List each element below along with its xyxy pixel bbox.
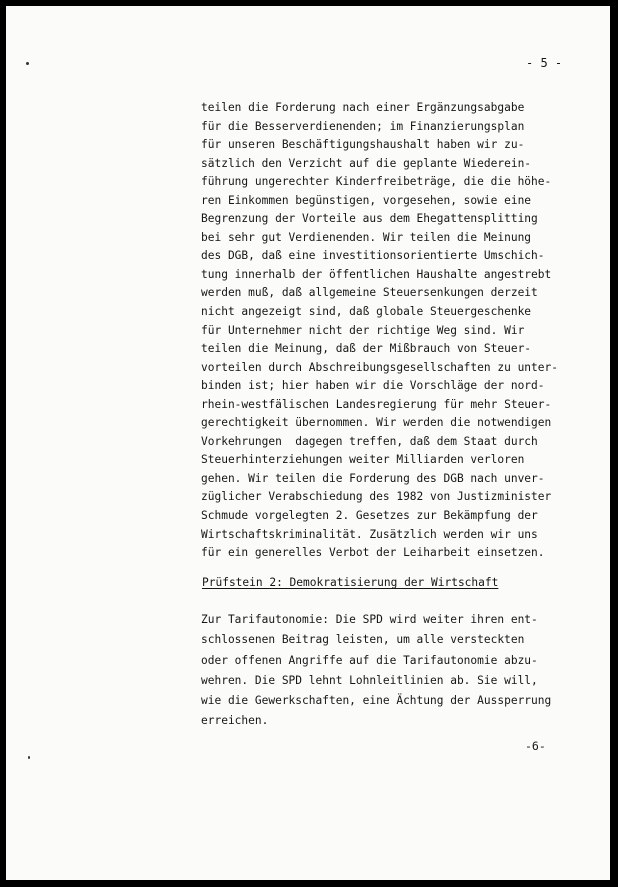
text-line: nicht angezeigt sind, daß globale Steuergeschenke (201, 305, 532, 319)
document-page (6, 6, 610, 880)
text-line: rhein-westfälischen Landesregierung für mehr Steuer- (201, 397, 552, 411)
scan-speck (28, 756, 30, 759)
text-line: Wirtschaftskriminalität. Zusätzlich werden wir uns (201, 527, 538, 541)
text-line: Schmude vorgelegten 2. Gesetzes zur Bekämpfung der (201, 509, 538, 523)
text-line: gehen. Wir teilen die Forderung des DGB nach unver- (201, 471, 545, 485)
text-line: schlossenen Beitrag leisten, um alle versteckten (201, 633, 525, 647)
text-line: bei sehr gut Verdienenden. Wir teilen die Meinung (201, 230, 532, 244)
text-line: für Unternehmer nicht der richtige Weg sind. Wir (201, 323, 525, 337)
text-line: oder offenen Angriffe auf die Tarifautonomie abzu- (201, 653, 538, 667)
text-line: für unseren Beschäftigungshaushalt haben wir zu- (201, 138, 525, 152)
text-line: werden muß, daß allgemeine Steuersenkungen derzeit (201, 286, 538, 300)
text-line: ren Einkommen begünstigen, vorgesehen, sowie eine (201, 193, 532, 207)
text-line: tung innerhalb der öffentlichen Haushalte angestrebt (201, 267, 552, 281)
text-line: binden ist; hier haben wir die Vorschläge der nord- (201, 379, 545, 393)
text-line: Zur Tarifautonomie: Die SPD wird weiter ihren ent- (201, 613, 538, 626)
text-line: teilen die Forderung nach einer Ergänzungsabgabe (201, 101, 525, 114)
text-line: Vorkehrungen dagegen treffen, daß dem Staat durch (201, 434, 538, 448)
text-line: wie die Gewerkschaften, eine Ächtung der Aussperrung (201, 694, 552, 708)
text-line: vorteilen durch Abschreibungsgesellschaften zu unter- (201, 360, 558, 374)
section-heading: Prüfstein 2: Demokratisierung der Wirtschaft (202, 576, 499, 589)
text-line: Begrenzung der Vorteile aus dem Ehegattensplitting (201, 212, 538, 226)
scan-speck (26, 62, 29, 65)
next-page-marker: -6- (525, 739, 546, 753)
text-line: gerechtigkeit übernommen. Wir werden die notwendigen (201, 416, 552, 430)
text-line: für ein generelles Verbot der Leiharbeit einsetzen. (201, 546, 545, 560)
text-line: des DGB, daß eine investitionsorientierte Umschich- (201, 249, 545, 263)
page-number: - 5 - (526, 56, 563, 70)
text-line: Steuerhinterziehungen weiter Milliarden verloren (201, 453, 525, 467)
paragraph-tax-policy (201, 99, 596, 563)
text-line: für die Besserverdienenden; im Finanzierungsplan (201, 119, 525, 133)
text-line: teilen die Meinung, daß der Mißbrauch von Steuer- (201, 342, 532, 356)
text-line: sätzlich den Verzicht auf die geplante Wiederein- (201, 156, 532, 170)
text-line: führung ungerechter Kinderfreibeträge, die die höhe- (201, 175, 552, 189)
text-line: erreichen. (201, 714, 269, 728)
text-line: züglicher Verabschiedung des 1982 von Justizminister (201, 490, 552, 504)
paragraph-tarifautonomie (201, 610, 596, 732)
text-line: wehren. Die SPD lehnt Lohnleitlinien ab. Sie will, (201, 673, 538, 687)
